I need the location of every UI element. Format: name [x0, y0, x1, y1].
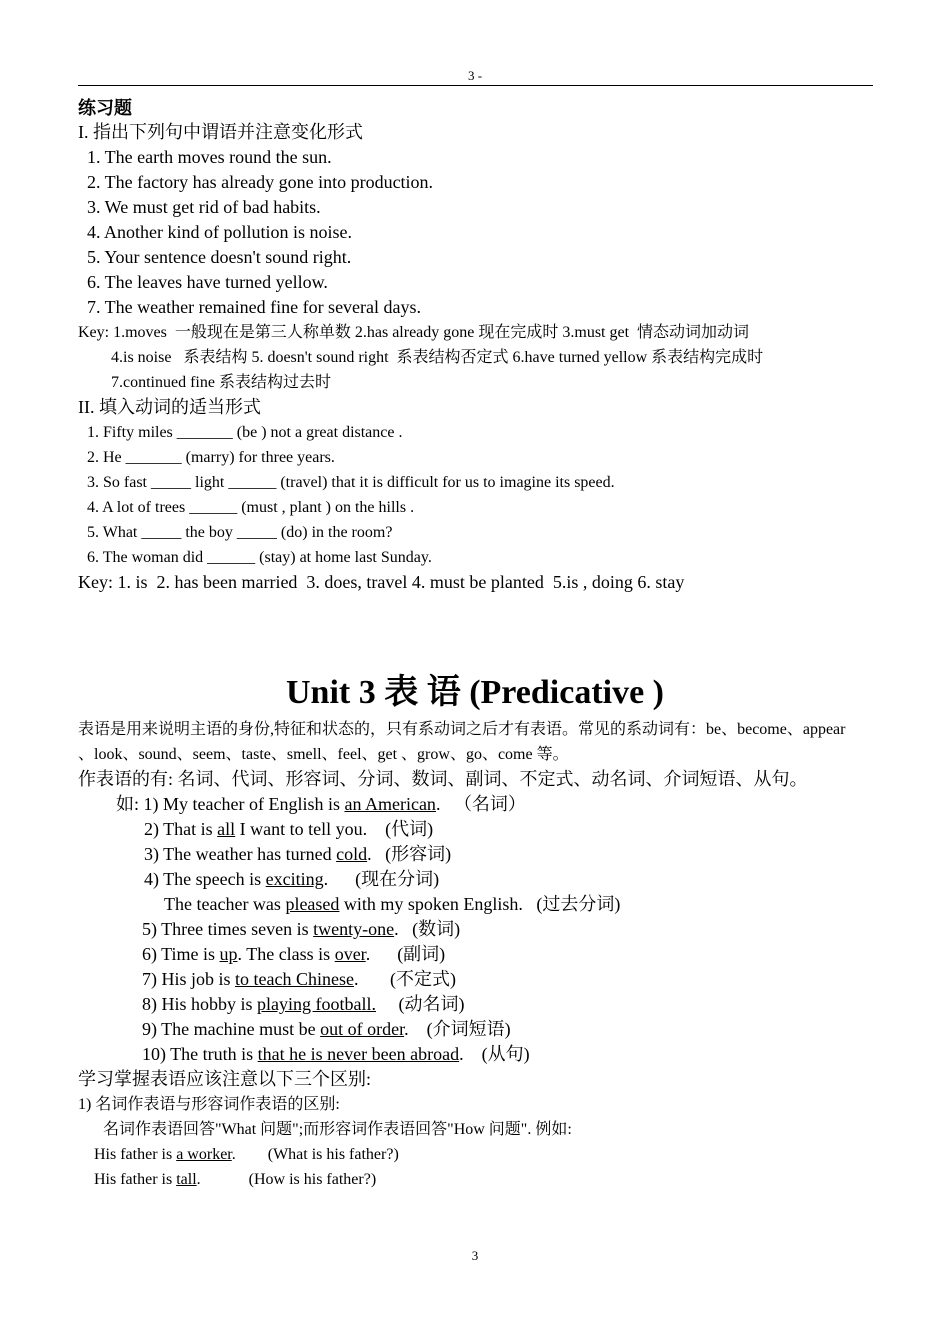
underlined-predicative: to teach Chinese: [235, 969, 354, 989]
underlined-predicative: out of order: [320, 1019, 405, 1039]
footer-page-number: 3: [471, 1248, 479, 1263]
example-line: 2) That is all I want to tell you. (代词): [144, 819, 434, 839]
section2-item: 6. The woman did ______ (stay) at home last Sunday.: [87, 549, 432, 566]
section1-item: 3. We must get rid of bad habits.: [87, 197, 321, 217]
underlined-predicative: cold: [336, 844, 368, 864]
underlined-predicative: playing football.: [257, 994, 376, 1014]
underlined-predicative: an American: [344, 794, 436, 814]
unit-section: [78, 717, 878, 1192]
underlined-predicative: up: [219, 944, 238, 964]
example-line: 9) The machine must be out of order. (介词短语): [142, 1019, 511, 1039]
point1-example: His father is a worker. (What is his father?): [94, 1146, 399, 1163]
example-line: The teacher was pleased with my spoken English. (过去分词): [164, 894, 621, 914]
section2-heading: II. 填入动词的适当形式: [78, 397, 261, 417]
exercise-section: [78, 96, 878, 595]
unit-intro-line: 、look、sound、seem、taste、smell、feel、get 、grow、go、come 等。: [78, 746, 569, 763]
section1-heading: I. 指出下列句中谓语并注意变化形式: [78, 122, 363, 142]
header-rule: [78, 85, 873, 86]
section1-key-line: 4.is noise 系表结构 5. doesn't sound right 系表结构否定式 6.have turned yellow 系表结构完成时: [111, 349, 764, 366]
section1-item: 2. The factory has already gone into production.: [87, 172, 434, 192]
section1-key-line: 7.continued fine 系表结构过去时: [111, 374, 331, 391]
example-line: 4) The speech is exciting. (现在分词): [144, 869, 440, 889]
unit-intro-line: 表语是用来说明主语的身份,特征和状态的，只有系动词之后才有表语。常见的系动词有：be、become、appear: [78, 721, 846, 738]
section1-key-line: Key: 1.moves 一般现在是第三人称单数 2.has already gone 现在完成时 3.must get 情态动词加动词: [78, 324, 750, 341]
section2-item: 4. A lot of trees ______ (must , plant ) on the hills .: [87, 499, 415, 516]
section1-item: 7. The weather remained fine for several days.: [87, 297, 422, 317]
underlined-predicative: all: [217, 819, 236, 839]
underlined-predicative: that he is never been abroad: [257, 1044, 460, 1064]
example-line: 10) The truth is that he is never been abroad. (从句): [142, 1044, 530, 1064]
unit-types-line: 作表语的有: 名词、代词、形容词、分词、数词、副词、不定式、动名词、介词短语、从句。: [78, 769, 808, 789]
section1-item: 1. The earth moves round the sun.: [87, 147, 332, 167]
underlined-predicative: over: [334, 944, 366, 964]
unit-title: Unit 3 表 语 (Predicative ): [285, 674, 665, 711]
section2-key: Key: 1. is 2. has been married 3. does, travel 4. must be planted 5.is , doing 6. stay: [78, 572, 685, 592]
example-line: 5) Three times seven is twenty-one. (数词): [142, 919, 461, 939]
example-line: 6) Time is up. The class is over. (副词): [142, 944, 446, 964]
section2-item: 2. He _______ (marry) for three years.: [87, 449, 335, 466]
header-page-marker: 3 -: [467, 68, 483, 83]
section1-item: 4. Another kind of pollution is noise.: [87, 222, 352, 242]
section2-item: 5. What _____ the boy _____ (do) in the room?: [87, 524, 393, 541]
section2-item: 3. So fast _____ light ______ (travel) that it is difficult for us to imagine its speed.: [87, 474, 615, 491]
point1-note: 名词作表语回答"What 问题";而形容词作表语回答"How 问题". 例如:: [103, 1121, 572, 1138]
example-line: 如: 1) My teacher of English is an American. （名词）: [116, 794, 526, 814]
example-line: 7) His job is to teach Chinese. (不定式): [142, 969, 456, 989]
underlined-predicative: a worker: [176, 1146, 232, 1163]
point1-example: His father is tall. (How is his father?): [94, 1171, 377, 1188]
underlined-predicative: twenty-one: [313, 919, 395, 939]
point1-heading: 1) 名词作表语与形容词作表语的区别:: [78, 1096, 340, 1113]
exercise-title: 练习题: [78, 98, 132, 118]
underlined-predicative: exciting: [265, 869, 324, 889]
distinction-heading: 学习掌握表语应该注意以下三个区别:: [78, 1069, 371, 1089]
underlined-predicative: pleased: [285, 894, 340, 914]
section2-item: 1. Fifty miles _______ (be ) not a great distance .: [87, 424, 403, 441]
example-line: 3) The weather has turned cold. (形容词): [144, 844, 452, 864]
section1-item: 6. The leaves have turned yellow.: [87, 272, 328, 292]
underlined-predicative: tall: [176, 1171, 197, 1188]
section1-item: 5. Your sentence doesn't sound right.: [87, 247, 352, 267]
example-line: 8) His hobby is playing football. (动名词): [142, 994, 465, 1014]
